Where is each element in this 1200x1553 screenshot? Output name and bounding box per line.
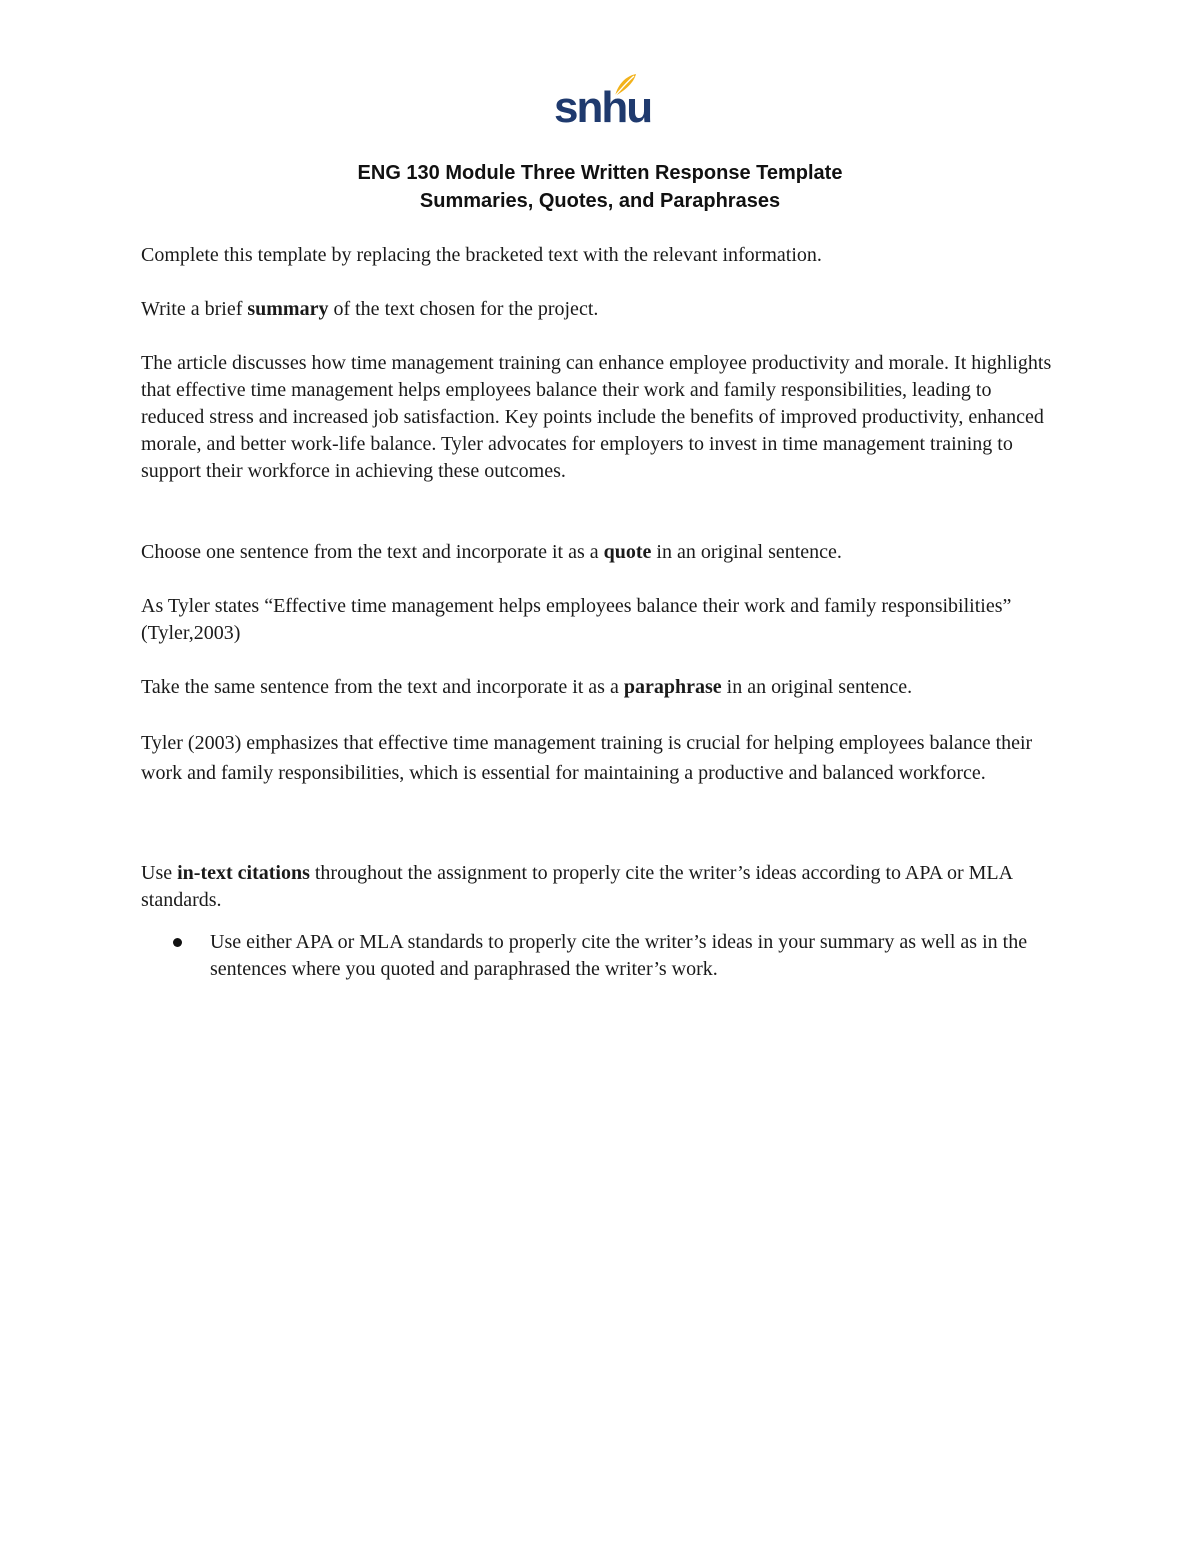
leaf-icon (612, 72, 638, 98)
quote-text: As Tyler states “Effective time management helps employees balance their work and family responsibilities” (Tyler,2003) (141, 595, 1012, 644)
citation-prompt-keyword: in-text citations (177, 862, 310, 884)
bullet-icon (173, 938, 182, 947)
document-subtitle: Summaries, Quotes, and Paraphrases (419, 190, 781, 212)
paraphrase-prompt-before: Take the same sentence from the text and incorporate it as a (141, 676, 624, 698)
paraphrase-prompt-keyword: paraphrase (623, 676, 722, 698)
summary-text: The article discusses how time management training can enhance employee productivity and morale. It highlights that effective time management helps employees balance their work and family responsibilities, leading to reduced stress and increased job satisfaction. Key points include the benefits of improved productivity, enhanced morale, and better work-life balance. Tyler advocates for employers to invest in time management training to support their workforce in achieving these outcomes. (141, 352, 1052, 482)
paraphrase-text: Tyler (2003) emphasizes that effective time management training is crucial for helping employees balance their work and family responsibilities, which is essential for maintaining a productive and balanced workforce. (141, 732, 1033, 784)
intro-text: Complete this template by replacing the bracketed text with the relevant information. (141, 244, 822, 266)
quote-prompt-after: in an original sentence. (651, 541, 842, 563)
document-body (141, 242, 1056, 983)
citation-prompt-after: throughout the assignment to properly cite the writer’s ideas according to APA or MLA standards. (141, 862, 1012, 911)
list-item-text: Use either APA or MLA standards to properly cite the writer’s ideas in your summary as well as in the sentences where you quoted and paraphrased the writer’s work. (210, 931, 1028, 980)
quote-prompt (141, 539, 1056, 566)
document-title: ENG 130 Module Three Written Response Template (357, 162, 843, 184)
summary-prompt (141, 296, 1056, 323)
quote-prompt-before: Choose one sentence from the text and incorporate it as a (141, 541, 604, 563)
summary-prompt-before: Write a brief (141, 298, 248, 320)
citation-bullet-list (141, 929, 1056, 983)
quote-prompt-keyword: quote (603, 541, 652, 563)
citation-prompt-before: Use (141, 862, 178, 884)
paraphrase-prompt (141, 674, 1056, 701)
summary-prompt-after: of the text chosen for the project. (328, 298, 599, 320)
logo-wordmark: snhu (554, 83, 652, 132)
summary-prompt-keyword: summary (247, 298, 329, 320)
snhu-logo (554, 72, 652, 134)
paraphrase-prompt-after: in an original sentence. (721, 676, 913, 698)
list-item (141, 929, 1056, 983)
citation-prompt (141, 860, 1056, 914)
